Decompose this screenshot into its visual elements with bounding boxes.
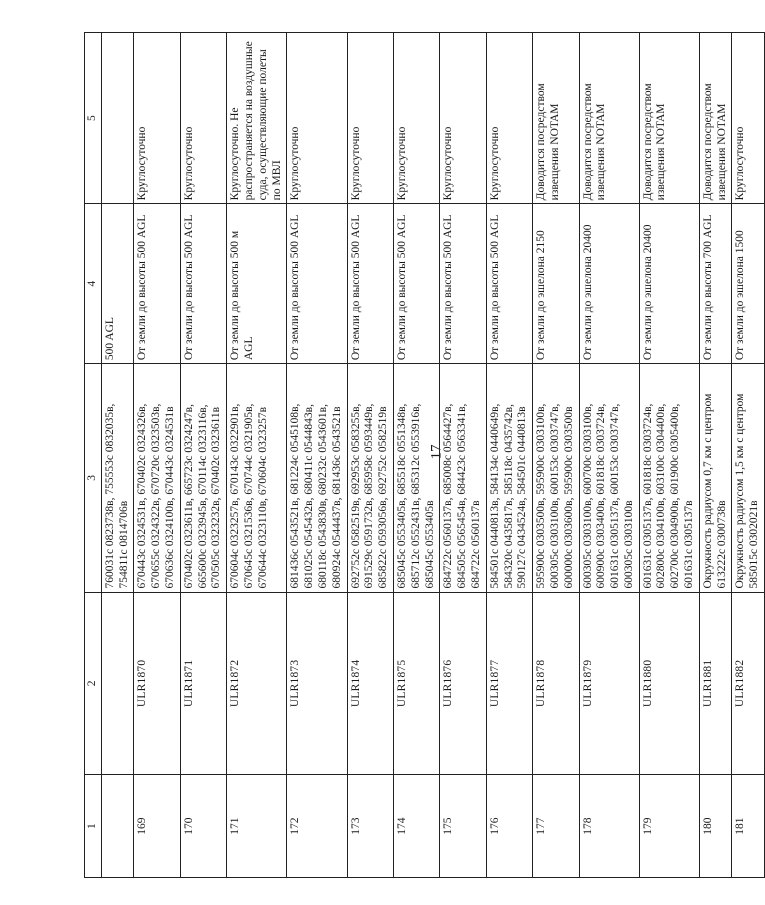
rotated-table-container [84,32,761,878]
coordinates-cell: 601631с 0305137в, 601818с 0303724в, 602800с 0304100в, 603100с 0304400в, 602700с 0304900в, 601900с 0305400в, 601631с 0305137в [639,364,699,592]
table-row [134,33,180,878]
vertical-limits-cell: От земли до высоты 500 AGL [393,204,439,364]
coordinates-cell: 600305с 0303100в, 600700с 0303100в, 600900с 0303400в, 601818с 0303724в, 601631с 0305137в, 600153с 0303747в, 600305с 0303100в [579,364,639,592]
zone-code-cell: ULR1882 [732,592,765,775]
vertical-limits-cell: От земли до высоты 700 AGL [699,204,732,364]
operating-mode-cell: Круглосуточно [486,33,532,204]
row-number-cell: 175 [440,775,486,878]
table-row [227,33,287,878]
zone-code-cell: ULR1875 [393,592,439,775]
zone-code-cell: ULR1872 [227,592,287,775]
row-number-cell: 176 [486,775,532,878]
vertical-limits-cell: От земли до высоты 500 AGL [347,204,393,364]
coordinates-cell: Окружность радиусом 1,5 км с центром 585015с 0302021в [732,364,765,592]
row-number-cell: 180 [699,775,732,878]
row-number-cell: 171 [227,775,287,878]
column-header: 4 [85,204,102,364]
operating-mode-cell: Доводится посредством извещения NOTAM [579,33,639,204]
operating-mode-cell: Доводится посредством извещения NOTAM [639,33,699,204]
row-number-cell: 178 [579,775,639,878]
coordinates-cell: 584501с 0440813в, 584134с 0440649в, 584320с 0435817в, 585118с 0435742в, 590127с 0434524в, 584501с 0440813в [486,364,532,592]
row-number-cell [101,775,134,878]
vertical-limits-cell: От земли до эшелона 1500 [732,204,765,364]
coordinates-cell: 670443с 0324531в, 670402с 0324326в, 670655с 0324322в, 670720с 0323503в, 670636с 0324100в, 670443с 0324531в [134,364,180,592]
operating-mode-cell: Доводится посредством извещения NOTAM [699,33,732,204]
zone-code-cell: ULR1879 [579,592,639,775]
operating-mode-cell: Круглосуточно [287,33,347,204]
table-row [579,33,639,878]
column-header: 5 [85,33,102,204]
table-row [287,33,347,878]
table-row [347,33,393,878]
zone-code-cell: ULR1878 [533,592,579,775]
vertical-limits-cell: От земли до высоты 500 AGL [180,204,226,364]
row-number-cell: 177 [533,775,579,878]
zone-code-cell: ULR1877 [486,592,532,775]
coordinates-cell: Окружность радиусом 0,7 км с центром 613222с 0300738в [699,364,732,592]
column-header: 2 [85,592,102,775]
table-row [732,33,765,878]
vertical-limits-cell: От земли до эшелона 20400 [639,204,699,364]
coordinates-cell: 760031c 0823738в, 755553с 0832035в, 754811с 0814706в [101,364,134,592]
airspace-zones-table [84,32,765,878]
vertical-limits-cell: От земли до высоты 500 AGL [440,204,486,364]
operating-mode-cell [101,33,134,204]
header-row [85,33,102,878]
zone-code-cell: ULR1870 [134,592,180,775]
zone-code-cell: ULR1874 [347,592,393,775]
operating-mode-cell: Круглосуточно [134,33,180,204]
column-header: 1 [85,775,102,878]
coordinates-cell: 684722с 0560137в, 685008с 0564427в, 684505с 0565454в, 684423с 0563341в, 684722с 0560137в [440,364,486,592]
vertical-limits-cell: От земли до эшелона 20400 [579,204,639,364]
row-number-cell: 181 [732,775,765,878]
vertical-limits-cell: От земли до высоты 500 AGL [486,204,532,364]
zone-code-cell: ULR1881 [699,592,732,775]
operating-mode-cell: Круглосуточно [732,33,765,204]
vertical-limits-cell: От земли до эшелона 2150 [533,204,579,364]
table-row [180,33,226,878]
row-number-cell: 179 [639,775,699,878]
row-number-cell: 172 [287,775,347,878]
table-row [486,33,532,878]
table-row [639,33,699,878]
zone-code-cell: ULR1873 [287,592,347,775]
coordinates-cell: 670604с 0323257в, 670143с 0322901в, 670645с 0321536в, 670744с 0321905в, 670644с 0323110в, 670604с 0323257в [227,364,287,592]
row-number-cell: 169 [134,775,180,878]
operating-mode-cell: Круглосуточно. Не распространяется на воздушные суда, осуществляющие полеты по МВЛ [227,33,287,204]
row-number-cell: 170 [180,775,226,878]
column-header: 3 [85,364,102,592]
coordinates-cell: 681436с 0543521в, 681224с 0545108в, 681025с 0545432в, 680411с 0544843в, 680118с 0543830в, 680232с 0543601в, 680924с 0544437в, 681436с 0543521в [287,364,347,592]
coordinates-cell: 670402с 0323611в, 665723с 0324247в, 665600с 0323945в, 670114с 0323116в, 670505с 0323232в, 670402с 0323611в [180,364,226,592]
operating-mode-cell: Круглосуточно [180,33,226,204]
table-row [393,33,439,878]
zone-code-cell: ULR1880 [639,592,699,775]
vertical-limits-cell: 500 AGL [101,204,134,364]
operating-mode-cell: Круглосуточно [440,33,486,204]
vertical-limits-cell: От земли до высоты 500 AGL [287,204,347,364]
coordinates-cell: 595900с 0303500в, 595900с 0303100в, 600305с 0303100в, 600153с 0303747в, 600000с 0303600в, 595900с 0303500в [533,364,579,592]
row-number-cell: 173 [347,775,393,878]
table-row [699,33,732,878]
zone-code-cell [101,592,134,775]
vertical-limits-cell: От земли до высоты 500 AGL [134,204,180,364]
row-number-cell: 174 [393,775,439,878]
zone-code-cell: ULR1876 [440,592,486,775]
coordinates-cell: 685045с 0553405в, 685518с 0551348в, 685712с 0552431в, 685312с 0553916в, 685045с 0553405в [393,364,439,592]
operating-mode-cell: Круглосуточно [347,33,393,204]
operating-mode-cell: Круглосуточно [393,33,439,204]
operating-mode-cell: Доводится посредством извещения NOTAM [533,33,579,204]
vertical-limits-cell: От земли до высоты 500 м AGL [227,204,287,364]
page-number: 17 [428,444,445,460]
table-row [101,33,134,878]
zone-code-cell: ULR1871 [180,592,226,775]
table-row [440,33,486,878]
table-row [533,33,579,878]
coordinates-cell: 692752с 0582519в, 692953с 0583255в, 691529с 0591732в, 685958с 0593449в, 685822с 0593056в, 692752с 0582519в [347,364,393,592]
